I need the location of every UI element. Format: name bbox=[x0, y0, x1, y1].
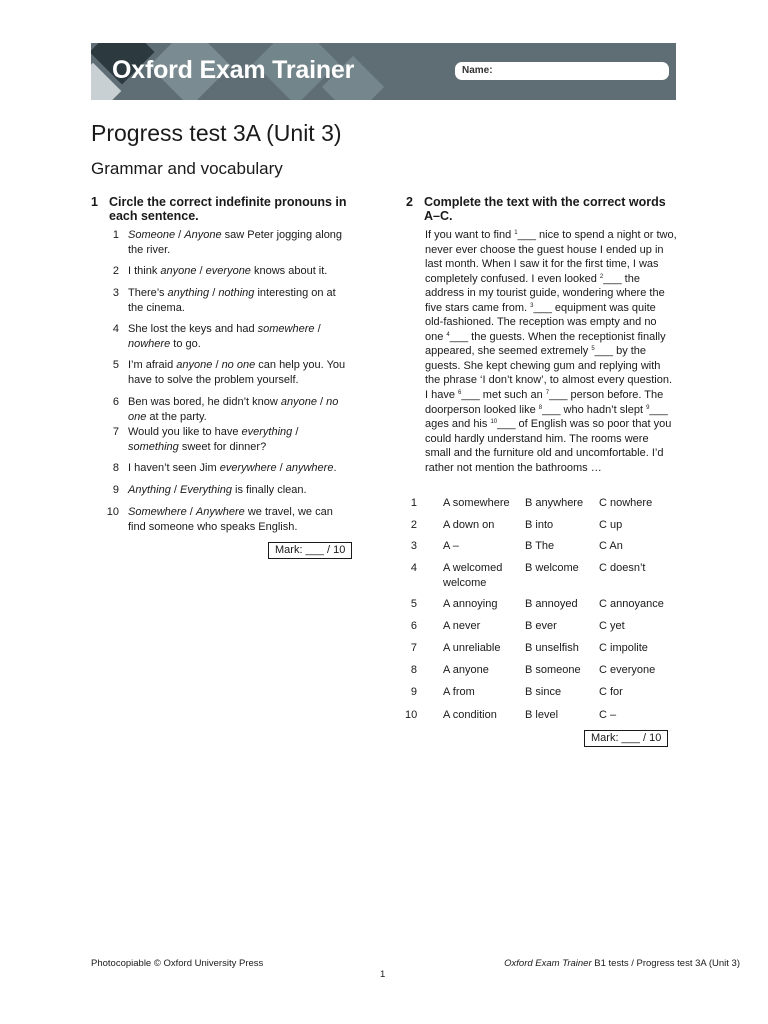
item-text[interactable]: I’m afraid anyone / no one can help you. You have to solve the problem yourself. bbox=[128, 359, 346, 386]
option-a[interactable]: A from bbox=[443, 686, 475, 698]
footer-test-title: B1 tests / Progress test 3A (Unit 3) bbox=[591, 958, 740, 969]
option-a[interactable]: A anyone bbox=[443, 664, 489, 676]
option-b[interactable]: B ever bbox=[525, 620, 557, 632]
instruction-line: Complete the text with the correct words bbox=[424, 195, 666, 209]
option-number: 10 bbox=[405, 709, 418, 721]
exercise-1-item bbox=[112, 264, 368, 279]
option-c[interactable]: C doesn’t bbox=[599, 562, 646, 574]
option-c[interactable]: C An bbox=[599, 540, 623, 552]
header-banner bbox=[91, 43, 676, 100]
item-text[interactable]: There’s anything / nothing interesting on at the cinema. bbox=[128, 287, 336, 314]
item-number: 5 bbox=[112, 359, 119, 371]
option-c[interactable]: C up bbox=[599, 519, 623, 531]
item-number: 9 bbox=[112, 484, 119, 496]
option-a[interactable]: A down on bbox=[443, 519, 495, 531]
option-a[interactable]: A never bbox=[443, 620, 481, 632]
page-number: 1 bbox=[380, 969, 386, 980]
exercise-1-heading bbox=[91, 195, 371, 225]
exercise-1-item bbox=[106, 505, 368, 534]
item-number: 1 bbox=[112, 229, 119, 241]
option-c[interactable]: C impolite bbox=[599, 642, 648, 654]
option-c[interactable]: C nowhere bbox=[599, 497, 653, 509]
item-number: 10 bbox=[106, 506, 119, 518]
option-number: 7 bbox=[410, 642, 417, 654]
exercise-1-item bbox=[112, 425, 368, 454]
brand-logo: Oxford Exam Trainer bbox=[112, 56, 355, 84]
option-number: 2 bbox=[410, 519, 417, 531]
option-b[interactable]: B someone bbox=[525, 664, 581, 676]
item-number: 2 bbox=[112, 265, 119, 277]
option-b[interactable]: B annoyed bbox=[525, 598, 578, 610]
option-b[interactable]: B level bbox=[525, 709, 559, 721]
item-text[interactable]: Somewhere / Anywhere we travel, we can find someone who speaks English. bbox=[128, 506, 333, 533]
option-a[interactable]: A annoying bbox=[443, 598, 498, 610]
option-row bbox=[410, 561, 677, 591]
option-number: 6 bbox=[410, 620, 417, 632]
option-number: 8 bbox=[410, 664, 417, 676]
option-c[interactable]: C – bbox=[599, 709, 617, 721]
item-number: 6 bbox=[112, 396, 119, 408]
option-a[interactable]: A welcomed welcome bbox=[443, 562, 503, 589]
option-b[interactable]: B welcome bbox=[525, 562, 579, 574]
option-a[interactable]: A unreliable bbox=[443, 642, 501, 654]
option-b[interactable]: B into bbox=[525, 519, 554, 531]
item-text[interactable]: Someone / Anyone saw Peter jogging along the river. bbox=[128, 229, 343, 256]
option-b[interactable]: B The bbox=[525, 540, 555, 552]
exercise-instruction bbox=[424, 195, 666, 223]
exercise-2-heading bbox=[406, 195, 686, 225]
mark-box: Mark: ___ / 10 bbox=[584, 730, 668, 747]
exercise-1-item bbox=[112, 395, 368, 424]
option-b[interactable]: B since bbox=[525, 686, 562, 698]
footer-source bbox=[504, 958, 740, 969]
item-text[interactable]: Anything / Everything is finally clean. bbox=[128, 484, 307, 496]
option-a[interactable]: A condition bbox=[443, 709, 497, 721]
instruction-line: A–C. bbox=[424, 209, 453, 223]
option-number: 9 bbox=[410, 686, 417, 698]
exercise-number: 1 bbox=[91, 195, 98, 209]
option-c[interactable]: C yet bbox=[599, 620, 625, 632]
exercise-instruction bbox=[109, 195, 347, 223]
option-number: 3 bbox=[410, 540, 417, 552]
option-b[interactable]: B anywhere bbox=[525, 497, 584, 509]
option-c[interactable]: C annoyance bbox=[599, 598, 664, 610]
item-text[interactable]: I haven’t seen Jim everywhere / anywhere. bbox=[128, 462, 337, 474]
option-b[interactable]: B unselfish bbox=[525, 642, 579, 654]
option-number: 5 bbox=[410, 598, 417, 610]
exercise-2-text: If you want to find $^1$___ nice to spend a night or two, never ever choose the guest house I ended up in last month. When I saw it for the first time, I was completely confused. I even looked $^2$___ the address in my tourist guide, wondering where the five stars came from. $^3$___ equipment was quite old-fashioned. The reception was empty and no one $^4$___ the guests. When the receptionist finally appeared, she seemed extremely $^5$___ by the guests. She kept chewing gum and replying with the phrase ‘I don’t know’, to almost every question. I have $^6$___ met such an $^7$___ person before. The doorperson looked like $^8$___ who hadn’t slept $^9$___ ages and his $^{10}$___ of English was so poor that you could hardly understand him. The rooms were small and the furniture old and uncomfortable. I’d rather not mention the bathrooms … bbox=[425, 229, 677, 474]
footer-copyright: Photocopiable © Oxford University Press bbox=[91, 958, 264, 969]
instruction-line: Circle the correct indefinite pronouns in bbox=[109, 195, 347, 209]
page-title: Progress test 3A (Unit 3) bbox=[91, 120, 342, 146]
option-c[interactable]: C everyone bbox=[599, 664, 656, 676]
exercise-1-item bbox=[112, 322, 368, 351]
exercise-1-item bbox=[112, 483, 368, 498]
exercise-1-item bbox=[112, 461, 368, 476]
option-a[interactable]: A somewhere bbox=[443, 497, 510, 509]
exercise-1-item bbox=[112, 358, 368, 387]
item-text[interactable]: I think anyone / everyone knows about it. bbox=[128, 265, 328, 277]
mark-box: Mark: ___ / 10 bbox=[268, 542, 352, 559]
item-text[interactable]: She lost the keys and had somewhere / nowhere to go. bbox=[128, 323, 321, 350]
exercise-1-item bbox=[112, 228, 368, 257]
item-number: 4 bbox=[112, 323, 119, 335]
name-field[interactable]: Name: bbox=[455, 62, 669, 80]
option-c[interactable]: C for bbox=[599, 686, 623, 698]
item-text[interactable]: Would you like to have everything / something sweet for dinner? bbox=[128, 426, 299, 453]
option-number: 1 bbox=[410, 497, 417, 509]
exercise-number: 2 bbox=[406, 195, 413, 209]
item-number: 7 bbox=[112, 426, 119, 438]
instruction-line: each sentence. bbox=[109, 209, 199, 223]
item-number: 3 bbox=[112, 287, 119, 299]
option-number: 4 bbox=[410, 562, 417, 574]
item-number: 8 bbox=[112, 462, 119, 474]
exercise-1-item bbox=[112, 286, 368, 315]
item-text[interactable]: Ben was bored, he didn’t know anyone / no one at the party. bbox=[128, 396, 339, 423]
option-a[interactable]: A – bbox=[443, 540, 459, 552]
footer-book-title: Oxford Exam Trainer bbox=[504, 958, 592, 969]
section-heading: Grammar and vocabulary bbox=[91, 159, 283, 178]
